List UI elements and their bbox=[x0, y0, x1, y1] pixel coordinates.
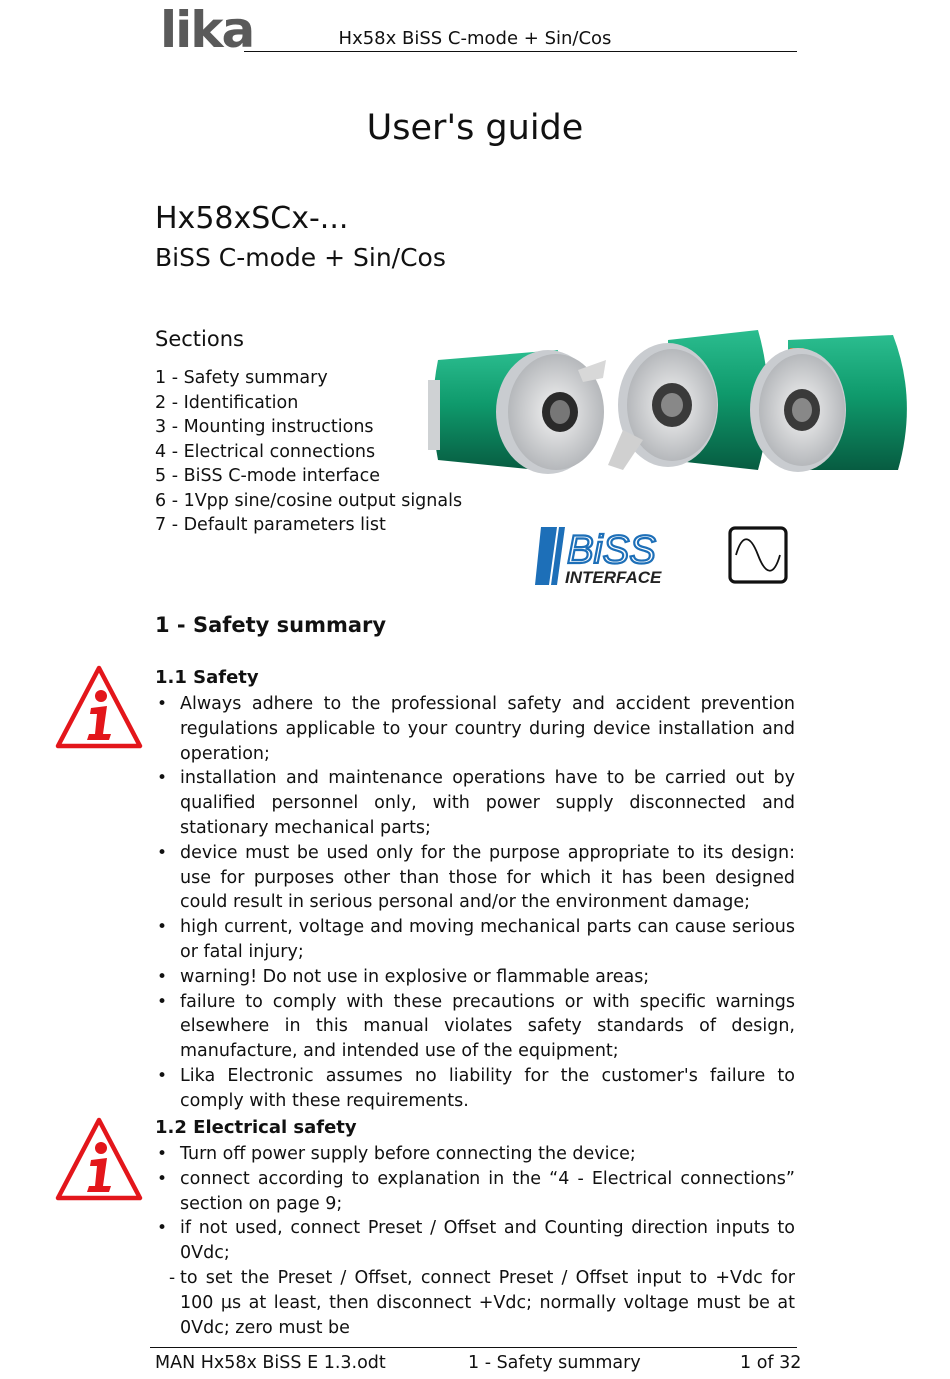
list-item: • if not used, connect Preset / Offset and Counting direction inputs to 0Vdc; bbox=[155, 1216, 795, 1266]
biss-logo-text: BiSS bbox=[567, 528, 656, 572]
sections-list bbox=[155, 366, 462, 538]
header-title: Hx58x BiSS C-mode + Sin/Cos bbox=[338, 28, 612, 49]
footer-rule bbox=[150, 1347, 797, 1348]
list-item: • failure to comply with these precautions or with specific warnings elsewhere in this manual violates safety standards of design, manufacture, and intended use of the equipment; bbox=[155, 990, 795, 1064]
header-rule bbox=[244, 51, 797, 52]
encoder-1 bbox=[428, 350, 606, 474]
list-item: • high current, voltage and moving mechanical parts can cause serious or fatal injury; bbox=[155, 915, 795, 965]
subsection-heading-electrical-safety: 1.2 Electrical safety bbox=[155, 1117, 357, 1138]
model-code: Hx58xSCx-... bbox=[155, 201, 349, 236]
list-item: • device must be used only for the purpose appropriate to its design: use for purposes other than those for which it has been designed could result in serious personal and/or the environment damage; bbox=[155, 841, 795, 915]
section-link-1[interactable]: 1 - Safety summary bbox=[155, 368, 328, 388]
footer-page-number: 1 of 32 bbox=[740, 1353, 802, 1373]
encoder-3 bbox=[750, 335, 907, 472]
section-link-2[interactable]: 2 - Identification bbox=[155, 392, 299, 413]
section-link-4[interactable]: 4 - Electrical connections bbox=[155, 441, 376, 462]
list-item: • Always adhere to the professional safety and accident prevention regulations applicable to your country during device installation and operation; bbox=[155, 692, 795, 766]
logo-text: lika bbox=[160, 1, 254, 59]
section-link-3[interactable]: 3 - Mounting instructions bbox=[155, 417, 374, 437]
document-title: User's guide bbox=[366, 108, 584, 148]
lika-logo bbox=[160, 2, 253, 58]
model-subtitle: BiSS C-mode + Sin/Cos bbox=[155, 243, 446, 272]
warning-info-icon bbox=[55, 1116, 143, 1202]
warning-info-icon bbox=[55, 664, 143, 750]
safety-list bbox=[155, 692, 795, 1114]
section-link-7[interactable]: 7 - Default parameters list bbox=[155, 515, 386, 535]
list-sub-item: - to set the Preset / Offset, connect Preset / Offset input to +Vdc for 100 µs at least, then disconnect +Vdc; normally voltage must be at 0Vdc; zero must be bbox=[155, 1266, 795, 1340]
section-heading-safety-summary: 1 - Safety summary bbox=[155, 613, 387, 637]
list-item: • warning! Do not use in explosive or flammable areas; bbox=[155, 965, 795, 990]
list-item: • Lika Electronic assumes no liability for the customer's failure to comply with these requirements. bbox=[155, 1064, 795, 1114]
encoder-2 bbox=[608, 330, 768, 470]
subsection-heading-safety: 1.1 Safety bbox=[155, 667, 259, 688]
list-item: • Turn off power supply before connecting the device; bbox=[155, 1142, 795, 1167]
sine-wave-icon bbox=[728, 526, 788, 584]
section-link-6[interactable]: 6 - 1Vpp sine/cosine output signals bbox=[155, 490, 463, 511]
list-item: • connect according to explanation in the “4 - Electrical connections” section on page 9; bbox=[155, 1167, 795, 1217]
biss-logo-subtext: INTERFACE bbox=[565, 568, 662, 587]
section-link-5[interactable]: 5 - BiSS C-mode interface bbox=[155, 466, 380, 486]
footer-section: 1 - Safety summary bbox=[468, 1353, 641, 1373]
footer-document-code: MAN Hx58x BiSS E 1.3.odt bbox=[155, 1353, 386, 1373]
electrical-safety-list bbox=[155, 1142, 795, 1340]
encoder-product-photo bbox=[418, 320, 928, 490]
list-item: • installation and maintenance operations have to be carried out by qualified personnel only, with power supply disconnected and stationary mechanical parts; bbox=[155, 766, 795, 840]
sections-heading: Sections bbox=[155, 327, 244, 351]
biss-interface-logo bbox=[535, 525, 690, 587]
